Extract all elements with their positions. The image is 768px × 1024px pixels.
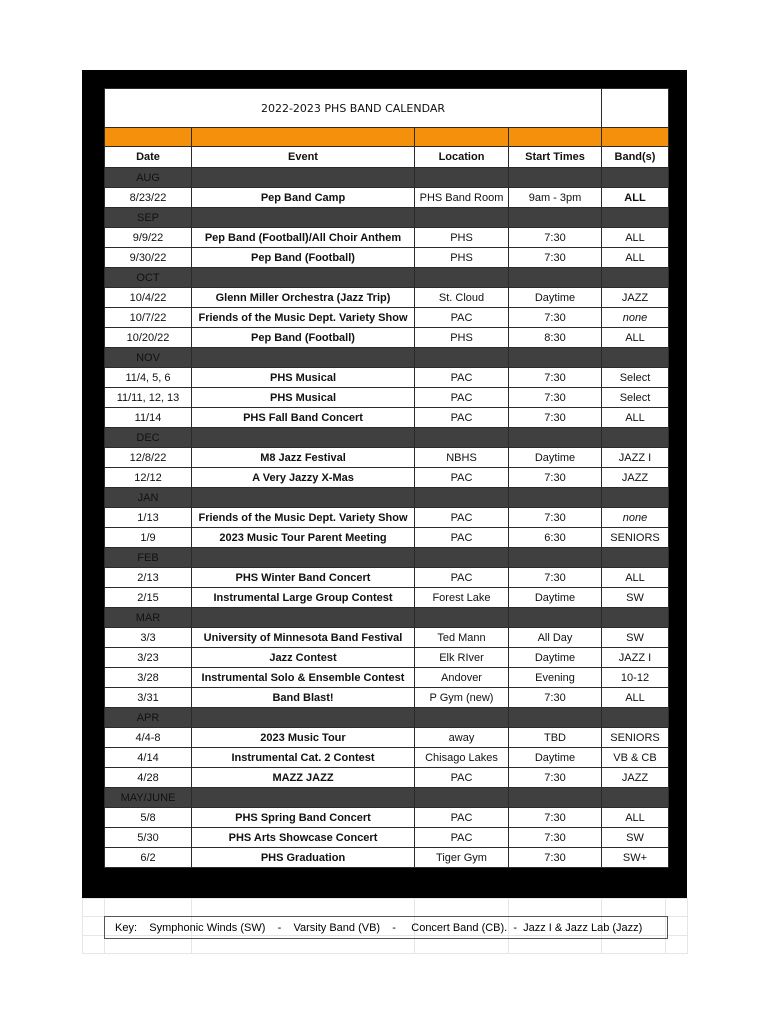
cell-start-time: Daytime: [509, 748, 602, 768]
month-empty-cell: [192, 348, 415, 368]
cell-start-time: Evening: [509, 668, 602, 688]
table-row: [105, 368, 669, 388]
cell-bands: 10-12: [602, 668, 669, 688]
month-empty-cell: [509, 788, 602, 808]
cell-bands: JAZZ: [602, 468, 669, 488]
header-date: Date: [105, 147, 192, 168]
cell-date: 11/4, 5, 6: [105, 368, 192, 388]
month-empty-cell: [602, 208, 669, 228]
cell-bands: SW: [602, 588, 669, 608]
cell-bands: Select: [602, 388, 669, 408]
cell-location: PHS Band Room: [415, 188, 509, 208]
month-divider-row: [105, 348, 669, 368]
month-divider-row: [105, 208, 669, 228]
cell-start-time: All Day: [509, 628, 602, 648]
cell-start-time: 8:30: [509, 328, 602, 348]
band-calendar-table: [104, 88, 669, 868]
month-divider-row: [105, 608, 669, 628]
cell-event: Friends of the Music Dept. Variety Show: [192, 308, 415, 328]
month-empty-cell: [415, 268, 509, 288]
cell-start-time: 7:30: [509, 368, 602, 388]
cell-start-time: 7:30: [509, 468, 602, 488]
table-row: [105, 288, 669, 308]
month-empty-cell: [509, 168, 602, 188]
table-row: [105, 748, 669, 768]
month-divider-row: [105, 488, 669, 508]
cell-location: PHS: [415, 328, 509, 348]
header-bands: Band(s): [602, 147, 669, 168]
cell-date: 11/14: [105, 408, 192, 428]
cell-bands: ALL: [602, 808, 669, 828]
cell-location: St. Cloud: [415, 288, 509, 308]
month-empty-cell: [415, 548, 509, 568]
cell-location: Forest Lake: [415, 588, 509, 608]
header-event: Event: [192, 147, 415, 168]
cell-event: 2023 Music Tour Parent Meeting: [192, 528, 415, 548]
cell-date: 10/20/22: [105, 328, 192, 348]
cell-bands: SW: [602, 828, 669, 848]
month-empty-cell: [509, 428, 602, 448]
cell-start-time: 7:30: [509, 768, 602, 788]
cell-event: Glenn Miller Orchestra (Jazz Trip): [192, 288, 415, 308]
cell-date: 3/31: [105, 688, 192, 708]
month-empty-cell: [509, 348, 602, 368]
cell-bands: ALL: [602, 228, 669, 248]
cell-start-time: 7:30: [509, 408, 602, 428]
month-label: SEP: [105, 208, 192, 228]
cell-event: A Very Jazzy X-Mas: [192, 468, 415, 488]
cell-bands: ALL: [602, 688, 669, 708]
cell-date: 11/11, 12, 13: [105, 388, 192, 408]
key-legend: [104, 916, 668, 939]
cell-event: Band Blast!: [192, 688, 415, 708]
cell-bands: none: [602, 308, 669, 328]
cell-event: University of Minnesota Band Festival: [192, 628, 415, 648]
cell-bands: ALL: [602, 328, 669, 348]
cell-bands: SW+: [602, 848, 669, 868]
cell-date: 12/8/22: [105, 448, 192, 468]
table-row: [105, 528, 669, 548]
cell-event: PHS Graduation: [192, 848, 415, 868]
cell-bands: SW: [602, 628, 669, 648]
cell-event: PHS Winter Band Concert: [192, 568, 415, 588]
month-divider-row: [105, 548, 669, 568]
table-row: [105, 588, 669, 608]
table-row: [105, 688, 669, 708]
month-label: APR: [105, 708, 192, 728]
cell-location: Ted Mann: [415, 628, 509, 648]
table-row: [105, 188, 669, 208]
cell-start-time: 7:30: [509, 308, 602, 328]
cell-date: 6/2: [105, 848, 192, 868]
cell-bands: ALL: [602, 408, 669, 428]
table-row: [105, 308, 669, 328]
cell-location: Elk RIver: [415, 648, 509, 668]
month-empty-cell: [192, 788, 415, 808]
table-row: [105, 668, 669, 688]
cell-date: 9/30/22: [105, 248, 192, 268]
cell-event: Pep Band Camp: [192, 188, 415, 208]
cell-bands: Select: [602, 368, 669, 388]
cell-event: Friends of the Music Dept. Variety Show: [192, 508, 415, 528]
month-divider-row: [105, 708, 669, 728]
cell-location: PAC: [415, 768, 509, 788]
cell-start-time: 7:30: [509, 388, 602, 408]
month-divider-row: [105, 788, 669, 808]
cell-bands: VB & CB: [602, 748, 669, 768]
month-empty-cell: [415, 788, 509, 808]
month-empty-cell: [602, 168, 669, 188]
cell-start-time: 7:30: [509, 688, 602, 708]
cell-date: 10/7/22: [105, 308, 192, 328]
cell-start-time: Daytime: [509, 288, 602, 308]
cell-bands: JAZZ: [602, 288, 669, 308]
month-empty-cell: [415, 208, 509, 228]
cell-event: Instrumental Large Group Contest: [192, 588, 415, 608]
month-empty-cell: [192, 608, 415, 628]
cell-start-time: 7:30: [509, 248, 602, 268]
month-empty-cell: [602, 608, 669, 628]
month-empty-cell: [192, 168, 415, 188]
table-row: [105, 508, 669, 528]
month-empty-cell: [602, 488, 669, 508]
table-row: [105, 448, 669, 468]
title-empty-cell: [602, 89, 669, 128]
cell-event: PHS Fall Band Concert: [192, 408, 415, 428]
cell-date: 5/8: [105, 808, 192, 828]
column-header-row: [105, 147, 669, 168]
month-label: MAY/JUNE: [105, 788, 192, 808]
cell-location: PAC: [415, 308, 509, 328]
month-label: AUG: [105, 168, 192, 188]
month-divider-row: [105, 268, 669, 288]
month-empty-cell: [509, 488, 602, 508]
cell-location: away: [415, 728, 509, 748]
table-row: [105, 328, 669, 348]
accent-bar: [105, 128, 669, 147]
cell-location: PAC: [415, 408, 509, 428]
month-empty-cell: [509, 208, 602, 228]
month-empty-cell: [192, 488, 415, 508]
cell-date: 12/12: [105, 468, 192, 488]
table-row: [105, 628, 669, 648]
cell-start-time: 7:30: [509, 808, 602, 828]
cell-date: 9/9/22: [105, 228, 192, 248]
table-row: [105, 228, 669, 248]
table-row: [105, 848, 669, 868]
cell-event: PHS Arts Showcase Concert: [192, 828, 415, 848]
cell-bands: JAZZ: [602, 768, 669, 788]
cell-start-time: 9am - 3pm: [509, 188, 602, 208]
month-empty-cell: [192, 428, 415, 448]
table-row: [105, 468, 669, 488]
cell-start-time: 7:30: [509, 508, 602, 528]
cell-bands: ALL: [602, 188, 669, 208]
table-row: [105, 408, 669, 428]
month-empty-cell: [192, 708, 415, 728]
cell-event: PHS Spring Band Concert: [192, 808, 415, 828]
month-empty-cell: [415, 488, 509, 508]
cell-location: Chisago Lakes: [415, 748, 509, 768]
month-empty-cell: [192, 548, 415, 568]
cell-location: PAC: [415, 828, 509, 848]
cell-date: 5/30: [105, 828, 192, 848]
table-row: [105, 808, 669, 828]
cell-bands: JAZZ I: [602, 448, 669, 468]
table-row: [105, 828, 669, 848]
cell-event: Pep Band (Football)/All Choir Anthem: [192, 228, 415, 248]
table-row: [105, 568, 669, 588]
table-row: [105, 728, 669, 748]
month-divider-row: [105, 428, 669, 448]
cell-date: 3/28: [105, 668, 192, 688]
month-empty-cell: [415, 608, 509, 628]
cell-event: 2023 Music Tour: [192, 728, 415, 748]
cell-location: PAC: [415, 508, 509, 528]
cell-date: 1/13: [105, 508, 192, 528]
header-location: Location: [415, 147, 509, 168]
cell-start-time: 7:30: [509, 828, 602, 848]
cell-date: 10/4/22: [105, 288, 192, 308]
month-label: DEC: [105, 428, 192, 448]
cell-event: PHS Musical: [192, 388, 415, 408]
cell-bands: SENIORS: [602, 728, 669, 748]
month-empty-cell: [509, 268, 602, 288]
month-label: FEB: [105, 548, 192, 568]
cell-event: PHS Musical: [192, 368, 415, 388]
cell-event: M8 Jazz Festival: [192, 448, 415, 468]
cell-event: Pep Band (Football): [192, 328, 415, 348]
month-empty-cell: [415, 428, 509, 448]
cell-start-time: 7:30: [509, 848, 602, 868]
table-row: [105, 388, 669, 408]
month-empty-cell: [602, 268, 669, 288]
cell-event: Jazz Contest: [192, 648, 415, 668]
cell-location: PHS: [415, 248, 509, 268]
month-empty-cell: [602, 548, 669, 568]
cell-location: Tiger Gym: [415, 848, 509, 868]
cell-start-time: Daytime: [509, 648, 602, 668]
cell-date: 4/4-8: [105, 728, 192, 748]
month-empty-cell: [602, 708, 669, 728]
header-start-times: Start Times: [509, 147, 602, 168]
cell-start-time: 6:30: [509, 528, 602, 548]
cell-date: 4/28: [105, 768, 192, 788]
month-empty-cell: [415, 348, 509, 368]
month-empty-cell: [509, 548, 602, 568]
cell-date: 3/23: [105, 648, 192, 668]
month-empty-cell: [415, 708, 509, 728]
table-row: [105, 768, 669, 788]
month-empty-cell: [509, 708, 602, 728]
cell-start-time: 7:30: [509, 228, 602, 248]
month-divider-row: [105, 168, 669, 188]
cell-event: Instrumental Cat. 2 Contest: [192, 748, 415, 768]
cell-location: Andover: [415, 668, 509, 688]
month-label: NOV: [105, 348, 192, 368]
cell-location: PHS: [415, 228, 509, 248]
month-empty-cell: [602, 428, 669, 448]
cell-bands: none: [602, 508, 669, 528]
calendar-title: 2022-2023 PHS BAND CALENDAR: [105, 89, 602, 128]
cell-bands: ALL: [602, 248, 669, 268]
cell-date: 2/15: [105, 588, 192, 608]
cell-date: 3/3: [105, 628, 192, 648]
cell-bands: JAZZ I: [602, 648, 669, 668]
cell-start-time: TBD: [509, 728, 602, 748]
cell-bands: ALL: [602, 568, 669, 588]
month-empty-cell: [192, 208, 415, 228]
cell-event: Instrumental Solo & Ensemble Contest: [192, 668, 415, 688]
cell-location: PAC: [415, 808, 509, 828]
table-row: [105, 248, 669, 268]
cell-date: 4/14: [105, 748, 192, 768]
cell-start-time: Daytime: [509, 448, 602, 468]
cell-date: 8/23/22: [105, 188, 192, 208]
cell-location: PAC: [415, 368, 509, 388]
cell-start-time: Daytime: [509, 588, 602, 608]
cell-event: Pep Band (Football): [192, 248, 415, 268]
cell-location: P Gym (new): [415, 688, 509, 708]
cell-bands: SENIORS: [602, 528, 669, 548]
month-empty-cell: [509, 608, 602, 628]
month-empty-cell: [602, 348, 669, 368]
month-label: OCT: [105, 268, 192, 288]
month-empty-cell: [415, 168, 509, 188]
cell-start-time: 7:30: [509, 568, 602, 588]
cell-location: PAC: [415, 568, 509, 588]
cell-date: 2/13: [105, 568, 192, 588]
key-text: Key: Symphonic Winds (SW) - Varsity Band (VB) - Concert Band (CB). - Jazz I & Jazz Lab (Jazz): [105, 917, 668, 939]
cell-event: MAZZ JAZZ: [192, 768, 415, 788]
table-row: [105, 648, 669, 668]
cell-location: PAC: [415, 528, 509, 548]
title-row: [105, 89, 669, 128]
cell-location: PAC: [415, 468, 509, 488]
cell-location: PAC: [415, 388, 509, 408]
month-label: JAN: [105, 488, 192, 508]
month-empty-cell: [192, 268, 415, 288]
cell-location: NBHS: [415, 448, 509, 468]
month-label: MAR: [105, 608, 192, 628]
month-empty-cell: [602, 788, 669, 808]
cell-date: 1/9: [105, 528, 192, 548]
